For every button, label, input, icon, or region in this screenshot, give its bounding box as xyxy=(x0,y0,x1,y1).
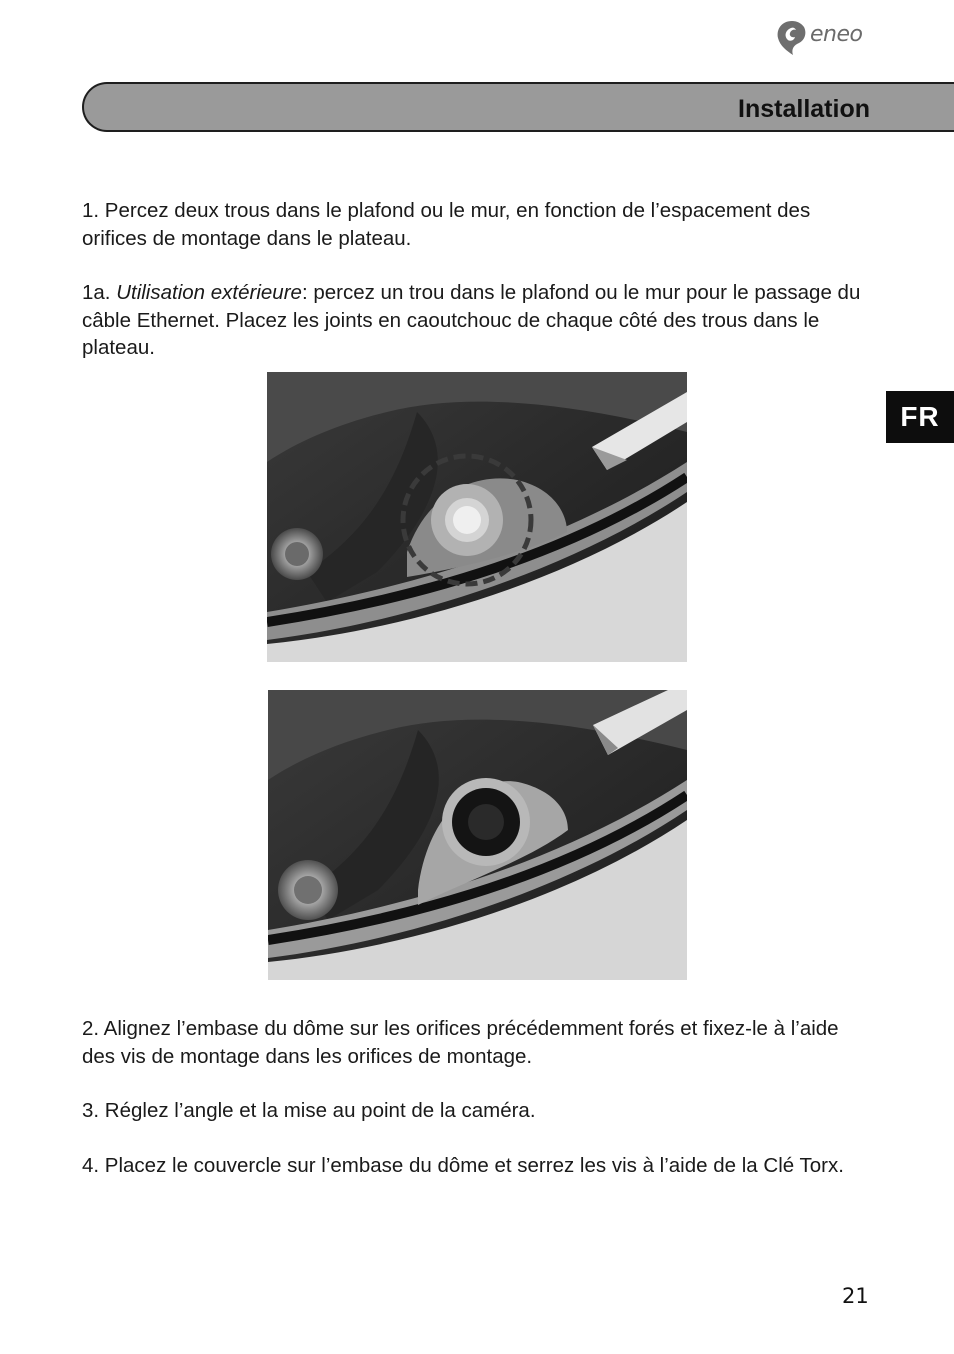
eneo-swirl-icon xyxy=(774,18,810,58)
section-header-bar xyxy=(82,82,954,132)
step-3-text: 3. Réglez l’angle et la mise au point de la caméra. xyxy=(82,1099,536,1122)
language-tab: FR xyxy=(886,391,954,443)
step-4-text: 4. Placez le couvercle sur l’embase du dôme et serrez les vis à l’aide de la Clé Torx. xyxy=(82,1154,844,1177)
step-1a-prefix: 1a. xyxy=(82,281,117,304)
step-2-text: 2. Alignez l’embase du dôme sur les orifices précédemment forés et fixez-le à l’aide des vis de montage dans les orifices de montage. xyxy=(82,1017,839,1068)
section-title: Installation xyxy=(738,95,870,123)
logo-text: eneo xyxy=(810,22,863,47)
mounting-plate-photo-holes xyxy=(267,372,687,662)
step-1-text: 1. Percez deux trous dans le plafond ou le mur, en fonction de l’espacement des orifices de montage dans le plateau. xyxy=(82,199,811,250)
mounting-plate-photo-seal xyxy=(268,690,687,980)
step-1a-emphasis: Utilisation extérieure xyxy=(116,281,302,304)
step-1a-text xyxy=(82,279,877,362)
eneo-logo xyxy=(774,18,874,58)
page-number: 21 xyxy=(842,1284,869,1308)
step-1a-body: : percez un trou dans le plafond ou le mur pour le passage du câble Ethernet. Placez les joints en caoutchouc de chaque côté des trous dans le plateau. xyxy=(82,281,861,359)
